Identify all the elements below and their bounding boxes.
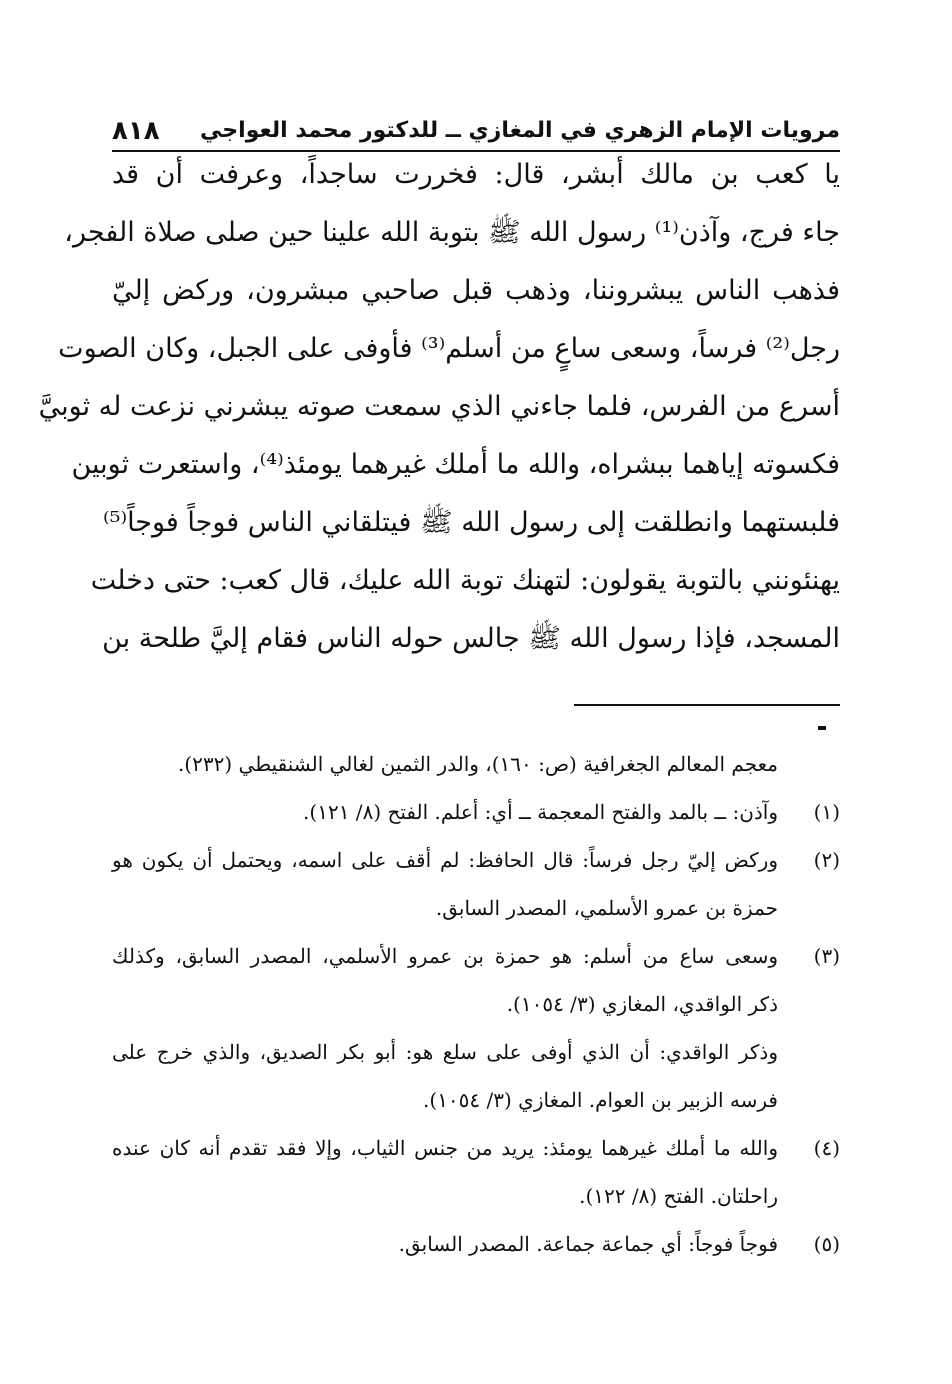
footnote-number — [778, 884, 840, 932]
running-title: مرويات الإمام الزهري في المغازي ــ للدكتور محمد العواجي — [200, 118, 840, 143]
footnote-number: (٢) — [813, 848, 840, 872]
footnote-text: راحلتان. الفتح (٨/ ١٢٢). — [579, 1184, 778, 1208]
footnote-number — [778, 740, 840, 788]
text-line: رجل⁽²⁾ فرساً، وسعى ساعٍ من أسلم⁽³⁾ فأوفى على الجبل، وكان الصوت — [58, 333, 840, 364]
footnote-line — [112, 980, 840, 1028]
page-header — [112, 104, 840, 152]
footnote-line — [112, 1028, 840, 1076]
footnote-number — [778, 980, 840, 1028]
footnote-text: حمزة بن عمرو الأسلمي، المصدر السابق. — [435, 896, 778, 920]
footnote-line — [112, 740, 840, 788]
text-line: يا كعب بن مالك أبشر، قال: فخررت ساجداً، وعرفت أن قد — [112, 159, 840, 190]
footnote-text: وركض إليّ رجل فرساً: قال الحافظ: لم أقف على اسمه، ويحتمل أن يكون هو — [112, 848, 778, 872]
footnote-number: (٥) — [813, 1232, 840, 1256]
text-line: أسرع من الفرس، فلما جاءني الذي سمعت صوته يبشرني نزعت له ثوبيَّ — [38, 391, 840, 422]
footnote-line — [112, 1076, 840, 1124]
footnote-number: (٤) — [813, 1136, 840, 1160]
footnote-text: والله ما أملك غيرهما يومئذ: يريد من جنس الثياب، وإلا فقد تقدم أنه كان عنده — [112, 1136, 778, 1160]
footnote-number — [778, 1076, 840, 1124]
page-number: ٨١٨ — [112, 116, 160, 146]
footnote-number: (١) — [813, 800, 840, 824]
text-line: فلبستهما وانطلقت إلى رسول الله ﷺ فيتلقاني الناس فوجاً فوجاً⁽⁵⁾ — [102, 507, 840, 538]
footnote-number — [778, 1172, 840, 1220]
footnote-line — [112, 836, 840, 884]
footnote-text: ذكر الواقدي، المغازي (٣/ ١٠٥٤). — [506, 992, 778, 1016]
text-line: جاء فرج، وآذن⁽¹⁾ رسول الله ﷺ بتوبة الله علينا حين صلى صلاة الفجر، — [64, 217, 840, 248]
footnote-text: فوجاً فوجاً: أي جماعة جماعة. المصدر السابق. — [398, 1232, 778, 1256]
text-line: فذهب الناس يبشروننا، وذهب قبل صاحبي مبشرون، وركض إليّ — [112, 275, 840, 306]
footnote-text: وسعى ساع من أسلم: هو حمزة بن عمرو الأسلمي، المصدر السابق، وكذلك — [112, 944, 778, 968]
footnote-number — [778, 1028, 840, 1076]
text-line: يهنئونني بالتوبة يقولون: لتهنك توبة الله عليك، قال كعب: حتى دخلت — [90, 565, 840, 596]
footnote-separator — [574, 704, 840, 706]
text-line: فكسوته إياهما ببشراه، والله ما أملك غيرهما يومئذ⁽⁴⁾، واستعرت ثوبين — [71, 449, 840, 480]
footnote-line — [112, 932, 840, 980]
text-line: المسجد، فإذا رسول الله ﷺ جالس حوله الناس فقام إليَّ طلحة بن — [102, 623, 840, 654]
footnote-text: فرسه الزبير بن العوام. المغازي (٣/ ١٠٥٤). — [423, 1088, 778, 1112]
footnote-line — [112, 884, 840, 932]
footnotes — [112, 740, 840, 1268]
footnote-text: وذكر الواقدي: أن الذي أوفى على سلع هو: أبو بكر الصديق، والذي خرج على — [112, 1040, 778, 1064]
footnote-line — [112, 1220, 840, 1268]
footnote-line — [112, 1172, 840, 1220]
footnote-line — [112, 788, 840, 836]
separator-mark — [818, 726, 826, 730]
footnote-number: (٣) — [813, 944, 840, 968]
footnote-text: معجم المعالم الجغرافية (ص: ١٦٠)، والدر الثمين لغالي الشنقيطي (٢٣٢). — [177, 752, 778, 776]
footnote-text: وآذن: ــ بالمد والفتح المعجمة ــ أي: أعلم. الفتح (٨/ ١٢١). — [303, 800, 778, 824]
main-text — [38, 146, 840, 668]
footnote-line — [112, 1124, 840, 1172]
